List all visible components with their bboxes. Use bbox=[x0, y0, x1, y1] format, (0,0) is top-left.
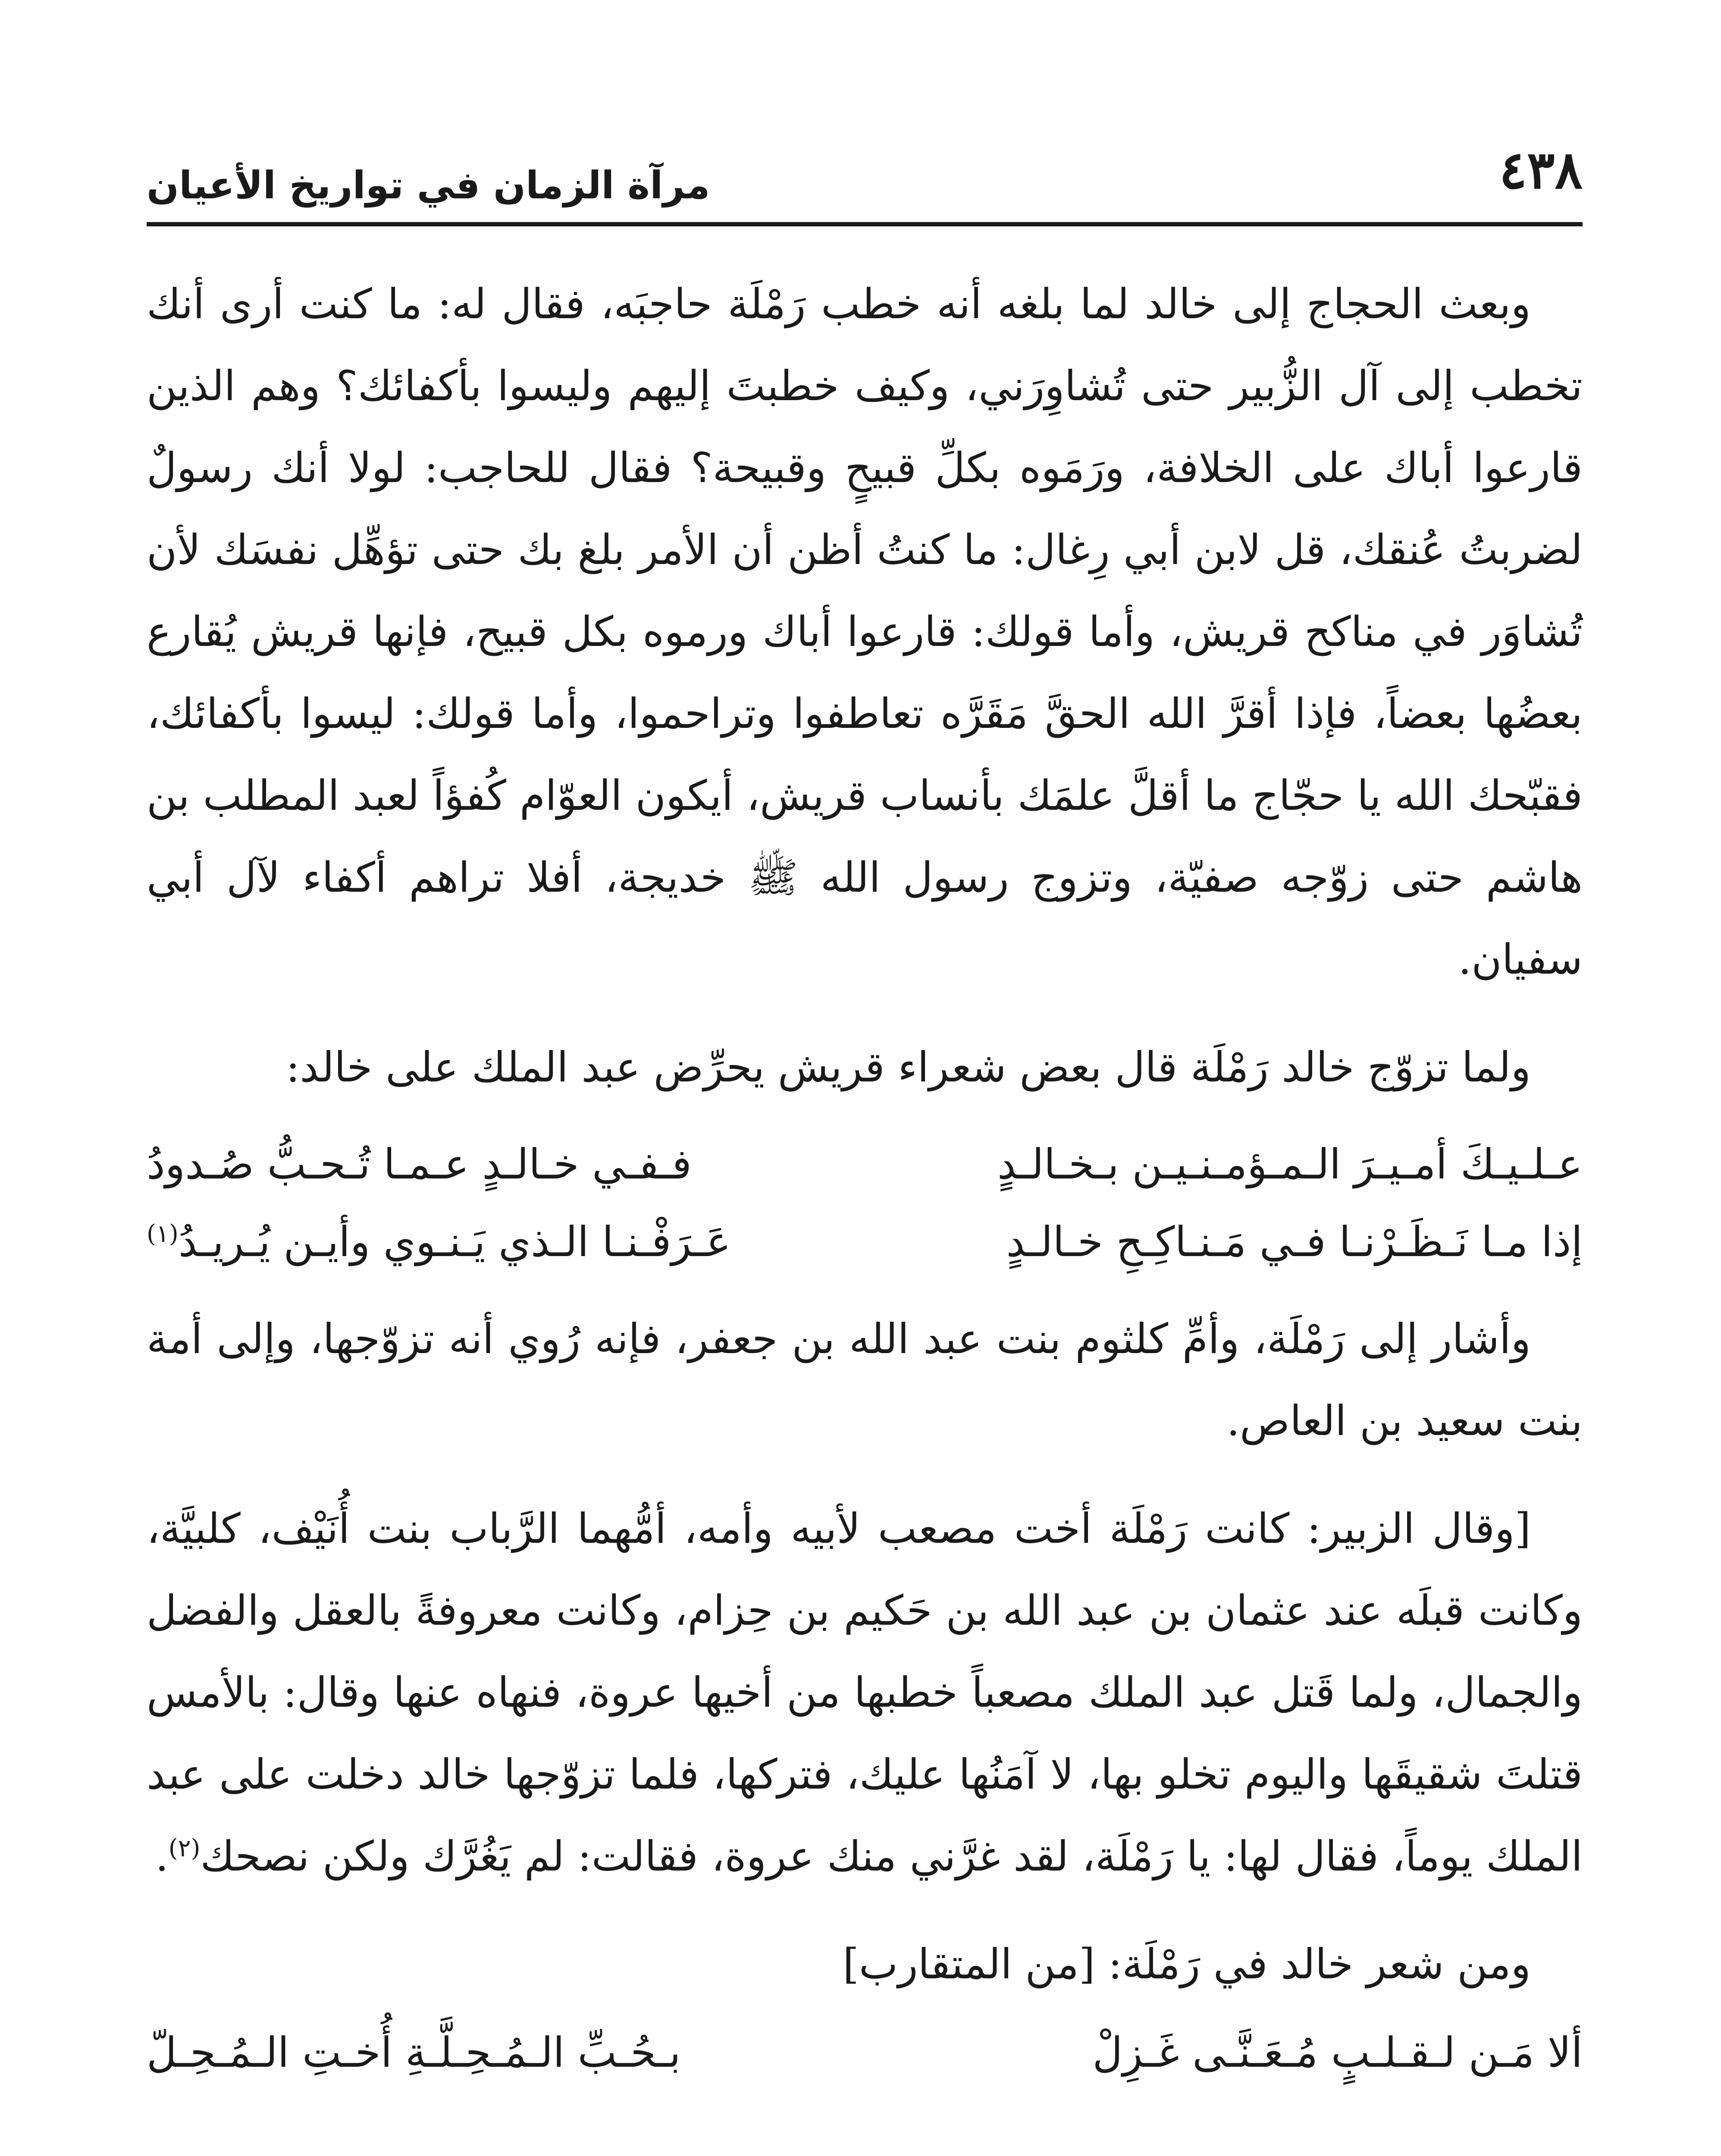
paragraph-text: [وقال الزبير: كانت رَمْلَة أخت مصعب لأبيه وأمه، أمُّهما الرَّباب بنت أُنَيْف، كلبيَّة، وكانت قبلَه عند عثمان بن عبد الله بن حَكيم بن حِزام، وكانت معروفةً بالعقل والفضل والجمال، ولما قَتل عبد الملك مصعباً خطبها من أخيها عروة، فنهاه عنها وقال: بالأمس قتلتَ شقيقَها واليوم تخلو بها، لا آمَنُها عليك، فتركها، فلما تزوّجها خالد دخلت على عبد الملك يوماً، فقال لها: يا رَمْلَة، لقد غرَّني منك عروة، فقالت: لم يَغُرَّك ولكن نصحك bbox=[147, 1504, 1583, 1880]
verse-second-hemistich bbox=[147, 1201, 821, 1283]
paragraph-zubair bbox=[147, 1488, 1583, 1897]
verse-line bbox=[147, 1125, 1583, 1203]
page-number: ٤٣٨ bbox=[1499, 140, 1583, 201]
verse-second-hemistich: بـحُـبِّ الـمُـحِـلَّـةِ أُخـتِ الـمُـحِـلّ bbox=[147, 2028, 681, 2077]
verse-first-hemistich: ألا مَـن لـقـلـبٍ مُـعَـنَّـى غَـزِلْ bbox=[1092, 2028, 1583, 2077]
verse-text: عَـرَفْـنـا الـذي يَـنـوي وأيـن يُـريـدُ bbox=[178, 1218, 731, 1266]
verse-first-hemistich: إذا مـا نَـظَـرْنـا فـي مَـنـاكِـحِ خـالـدٍ bbox=[1006, 1218, 1583, 1266]
header-rule bbox=[147, 222, 1583, 226]
paragraph-allusion: وأشار إلى رَمْلَة، وأمِّ كلثوم بنت عبد الله بن جعفر، فإنه رُوي أنه تزوّجها، وإلى أمة بنت سعيد بن العاص. bbox=[147, 1315, 1583, 1445]
footnote-marker: (٢) bbox=[168, 1834, 201, 1862]
paragraph-end: . bbox=[155, 1832, 169, 1880]
poem-2 bbox=[147, 2014, 1583, 2091]
book-page bbox=[147, 129, 1583, 2156]
verse-second-hemistich: فـفـي خـالـدٍ عـمـا تُـحـبُّ صُـدودُ bbox=[147, 1140, 692, 1188]
verse-first-hemistich: عـلـيـكَ أمـيـرَ الـمـؤمـنـيـن بـخـالـدٍ bbox=[997, 1140, 1583, 1188]
paragraph-poem-intro: ولما تزوّج خالد رَمْلَة قال بعض شعراء قريش يحرِّض عبد الملك على خالد: bbox=[286, 1043, 1531, 1091]
main-text bbox=[147, 263, 1583, 2109]
verse-line bbox=[147, 1203, 1583, 1281]
footnote-marker: (١) bbox=[147, 1220, 179, 1248]
paragraph-hajjaj: وبعث الحجاج إلى خالد لما بلغه أنه خطب رَمْلَة حاجبَه، فقال له: ما كنت أرى أنك تخطب إلى آل الزُّبير حتى تُشاوِرَني، وكيف خطبتَ إليهم وليسوا بأكفائك؟ وهم الذين قارعوا أباك على الخلافة، ورَمَوه بكلِّ قبيحٍ وقبيحة؟ فقال للحاجب: لولا أنك رسولٌ لضربتُ عُنقك، قل لابن أبي رِغال: ما كنتُ أظن أن الأمر بلغ بك حتى تؤهِّل نفسَك لأن تُشاوَر في مناكح قريش، وأما قولك: قارعوا أباك ورموه بكل قبيح، فإنها قريش يُقارع بعضُها بعضاً، فإذا أقرَّ الله الحقَّ مَقَرَّه تعاطفوا وتراحموا، وأما قولك: ليسوا بأكفائك، فقبّحك الله يا حجّاج ما أقلَّ علمَك بأنساب قريش، أيكون العوّام كُفؤاً لعبد المطلب بن هاشم حتى زوّجه صفيّة، وتزوج رسول الله ﷺ خديجة، أفلا تراهم أكفاء لآل أبي سفيان. bbox=[147, 280, 1583, 984]
running-head bbox=[147, 129, 1583, 229]
poem-1 bbox=[147, 1125, 1583, 1281]
book-title: مرآة الزمان في تواريخ الأعيان bbox=[147, 163, 710, 207]
paragraph-poem-metre: ومن شعر خالد في رَمْلَة: [من المتقارب] bbox=[843, 1940, 1531, 1988]
verse-line bbox=[147, 2014, 1583, 2091]
